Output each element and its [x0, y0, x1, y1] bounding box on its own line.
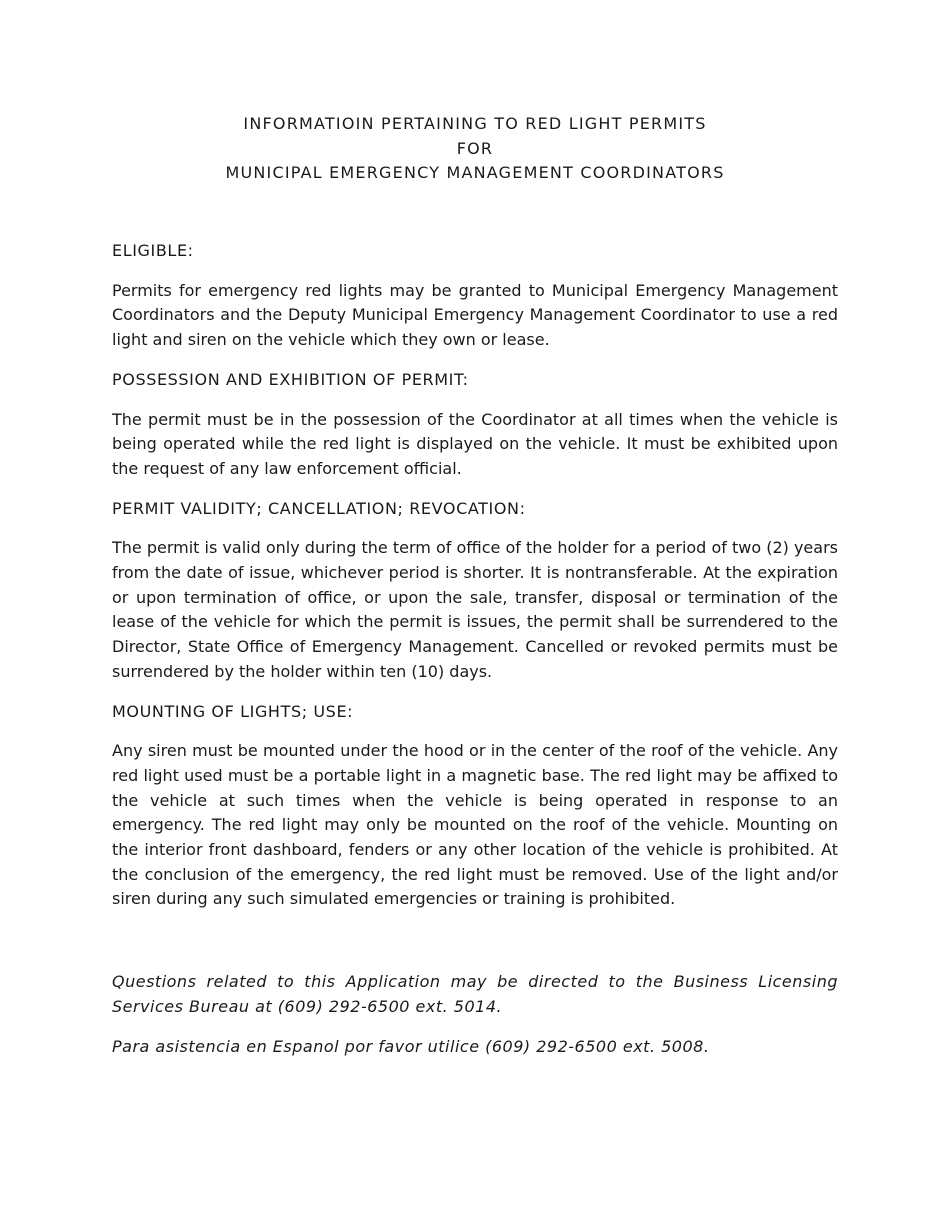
title-line-2: FOR	[456, 138, 494, 158]
section-heading: ELIGIBLE:	[112, 241, 194, 260]
title-line-3: MUNICIPAL EMERGENCY MANAGEMENT COORDINATORS	[225, 163, 725, 182]
section-paragraph: Permits for emergency red lights may be granted to Municipal Emergency Management Coordinators and the Deputy Municipal Emergency Management Coordinator to use a red light and siren on the vehicle which they own or lease.	[112, 280, 838, 350]
questions-contact-text: Questions related to this Application may be directed to the Business Licensing Services Bureau at (609) 292-6500 ext. 5014.	[112, 972, 838, 1016]
section-heading: PERMIT VALIDITY; CANCELLATION; REVOCATION:	[112, 498, 526, 518]
title-line-1: INFORMATIOIN PERTAINING TO RED LIGHT PERMITS	[243, 114, 707, 133]
contact-footer	[112, 970, 838, 1076]
section-mounting	[112, 700, 838, 913]
section-heading: MOUNTING OF LIGHTS; USE:	[112, 701, 354, 721]
section-heading: POSSESSION AND EXHIBITION OF PERMIT:	[112, 369, 469, 389]
section-paragraph: The permit is valid only during the term of office of the holder for a period of two (2) years from the date of issue, whichever period is shorter. It is nontransferable. At the expiration or upon termination of office, or upon the sale, transfer, disposal or termination of the lease of the vehicle for which the permit is issues, the permit shall be surrendered to the Director, State Office of Emergency Management. Cancelled or revoked permits must be surrendered by the holder within ten (10) days.	[112, 538, 838, 681]
section-validity	[112, 497, 838, 685]
section-paragraph: Any siren must be mounted under the hood or in the center of the roof of the vehicle. Any red light used must be a portable light in a magnetic base. The red light may be affixed to the vehicle at such times when the vehicle is being operated in response to an emergency. The red light may only be mounted on the roof of the vehicle. Mounting on the interior front dashboard, fenders or any other location of the vehicle is prohibited. At the conclusion of the emergency, the red light must be removed. Use of the light and/or siren during any such simulated emergencies or training is prohibited.	[112, 741, 838, 909]
document-body	[112, 239, 838, 927]
section-paragraph: The permit must be in the possession of the Coordinator at all times when the vehicle is being operated while the red light is displayed on the vehicle. It must be exhibited upon the request of any law enforcement official.	[112, 409, 838, 478]
spanish-assistance-text: Para asistencia en Espanol por favor utilice (609) 292-6500 ext. 5008.	[112, 1037, 710, 1057]
document-title	[112, 112, 838, 186]
section-possession	[112, 368, 838, 482]
section-eligible	[112, 239, 838, 353]
